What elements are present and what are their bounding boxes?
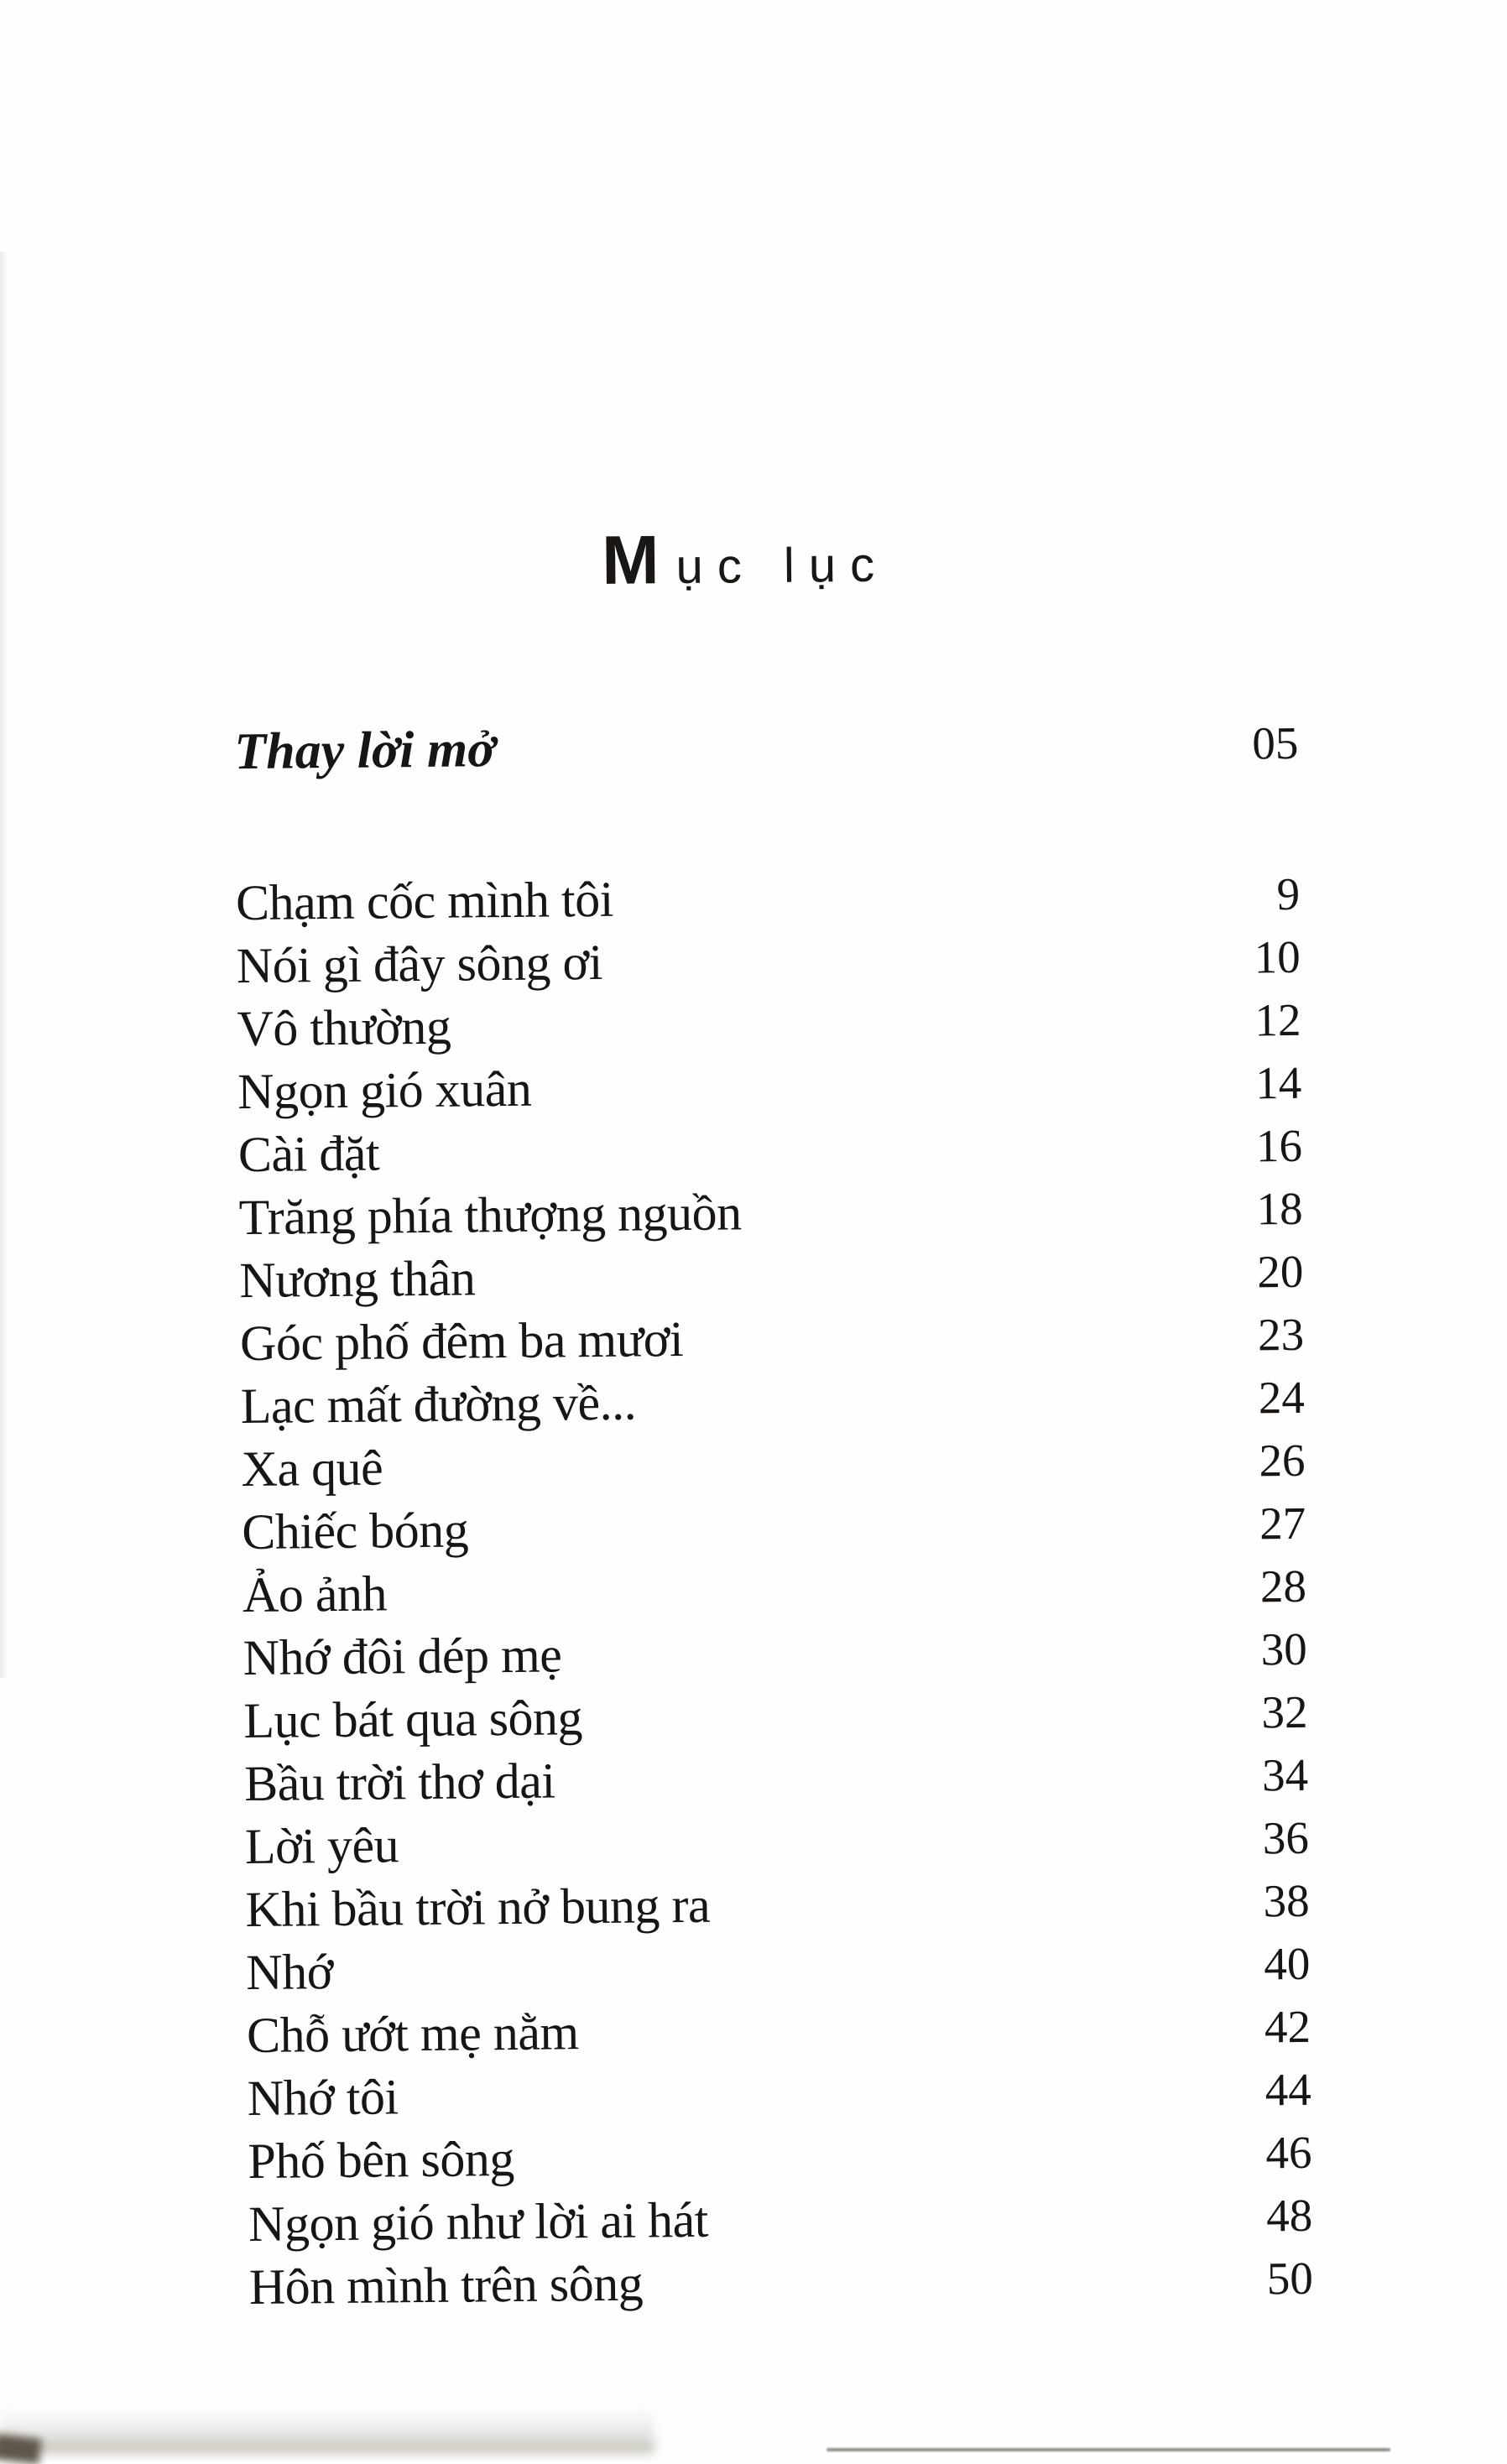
toc-entry — [242, 1491, 1306, 1564]
toc-entry-title: Vô thường — [237, 998, 451, 1057]
toc-entry-page-number: 32 — [1261, 1685, 1308, 1738]
toc-entry-title: Khi bầu trời nở bung ra — [245, 1877, 711, 1938]
toc-entry — [248, 2120, 1312, 2193]
toc-entry — [240, 1365, 1305, 1438]
toc-entry-page-number: 30 — [1260, 1623, 1307, 1675]
toc-entry-page-number: 27 — [1259, 1497, 1306, 1550]
toc-entry — [247, 2057, 1311, 2130]
toc-entry-page-number: 48 — [1265, 2189, 1313, 2242]
toc-entry — [249, 2246, 1314, 2319]
toc-entry-page-number: 34 — [1261, 1748, 1309, 1801]
page-title: Mục lục — [601, 522, 889, 599]
toc-entry-title: Chỗ ướt mẹ nằm — [246, 2004, 579, 2064]
toc-entry-title: Nhớ — [245, 1944, 334, 2001]
toc-entry-title: Bầu trời thơ dại — [243, 1753, 555, 1812]
toc-entry — [248, 2183, 1313, 2256]
toc-entry-page-number: 23 — [1257, 1308, 1305, 1361]
toc-entry-title: Lục bát qua sông — [243, 1690, 583, 1749]
toc-entry — [238, 1176, 1303, 1249]
toc-entry-title: Nói gì đây sông ơi — [236, 934, 603, 994]
toc-entry-title: Nhớ tôi — [247, 2069, 399, 2127]
toc-entry-page-number: 9 — [1276, 867, 1301, 920]
toc-entry — [241, 1428, 1306, 1501]
toc-entry-page-number: 46 — [1265, 2126, 1312, 2179]
toc-entry-title: Ngọn gió xuân — [237, 1060, 532, 1120]
scanned-page-content — [227, 0, 1315, 2458]
toc-entry — [237, 987, 1301, 1060]
scan-corner-shadow — [0, 2434, 42, 2464]
toc-entry — [242, 1554, 1307, 1627]
toc-entry-page-number: 14 — [1254, 1056, 1302, 1109]
toc-entry-page-number: 28 — [1259, 1560, 1307, 1612]
toc-list — [236, 862, 1314, 2319]
toc-entry-title: Lạc mất đường về... — [240, 1374, 637, 1435]
toc-entry — [243, 1680, 1308, 1753]
toc-entry — [246, 1931, 1311, 2004]
toc-entry-title: Ảo ảnh — [242, 1565, 388, 1623]
toc-entry — [237, 1050, 1302, 1123]
toc-entry-title: Nương thân — [239, 1250, 476, 1309]
toc-entry-title: Chiếc bóng — [241, 1502, 469, 1560]
toc-entry-page-number: 40 — [1263, 1937, 1311, 1990]
toc-front-matter-page-number: 05 — [1252, 716, 1299, 769]
scan-edge-shadow-left — [0, 252, 8, 1678]
toc-entry-page-number: 42 — [1264, 2000, 1311, 2053]
toc-entry-page-number: 44 — [1265, 2063, 1312, 2116]
toc-entry-title: Nhớ đôi dép mẹ — [242, 1627, 562, 1686]
toc-front-matter-row — [234, 708, 1299, 787]
toc-entry-title: Trăng phía thượng nguồn — [238, 1185, 742, 1246]
toc-front-matter-label: Thay lời mở — [234, 721, 496, 781]
toc-entry-title: Ngọn gió như lời ai hát — [248, 2191, 709, 2253]
toc-entry — [239, 1239, 1304, 1312]
toc-entry-title: Cài đặt — [237, 1125, 380, 1183]
toc-entry — [242, 1617, 1307, 1690]
toc-entry — [245, 1805, 1310, 1878]
toc-entry — [236, 925, 1301, 998]
toc-entry-page-number: 16 — [1255, 1119, 1303, 1172]
toc-entry-title: Góc phố đêm ba mươi — [239, 1310, 684, 1372]
toc-entry — [244, 1743, 1309, 1815]
toc-entry-title: Hôn mình trên sông — [248, 2255, 644, 2316]
toc-entry-page-number: 24 — [1258, 1371, 1306, 1424]
toc-entry — [236, 862, 1301, 935]
toc-entry-page-number: 38 — [1263, 1874, 1310, 1927]
toc-entry-page-number: 50 — [1266, 2252, 1314, 2305]
toc-entry-page-number: 26 — [1259, 1434, 1306, 1487]
toc-entry-title: Lời yêu — [244, 1817, 399, 1875]
toc-entry-page-number: 36 — [1262, 1811, 1310, 1864]
toc-entry — [245, 1868, 1310, 1941]
toc-entry-page-number: 18 — [1256, 1182, 1303, 1235]
toc-entry-page-number: 20 — [1257, 1245, 1304, 1298]
toc-entry-title: Xa quê — [241, 1440, 383, 1498]
toc-entry — [247, 1994, 1311, 2067]
toc-entry-page-number: 12 — [1254, 993, 1301, 1046]
toc-entry-page-number: 10 — [1254, 930, 1301, 983]
toc-entry-title: Chạm cốc mình tôi — [235, 871, 614, 931]
toc-entry — [240, 1302, 1305, 1375]
toc-entry-title: Phố bên sông — [248, 2130, 515, 2190]
toc-entry — [238, 1113, 1303, 1186]
